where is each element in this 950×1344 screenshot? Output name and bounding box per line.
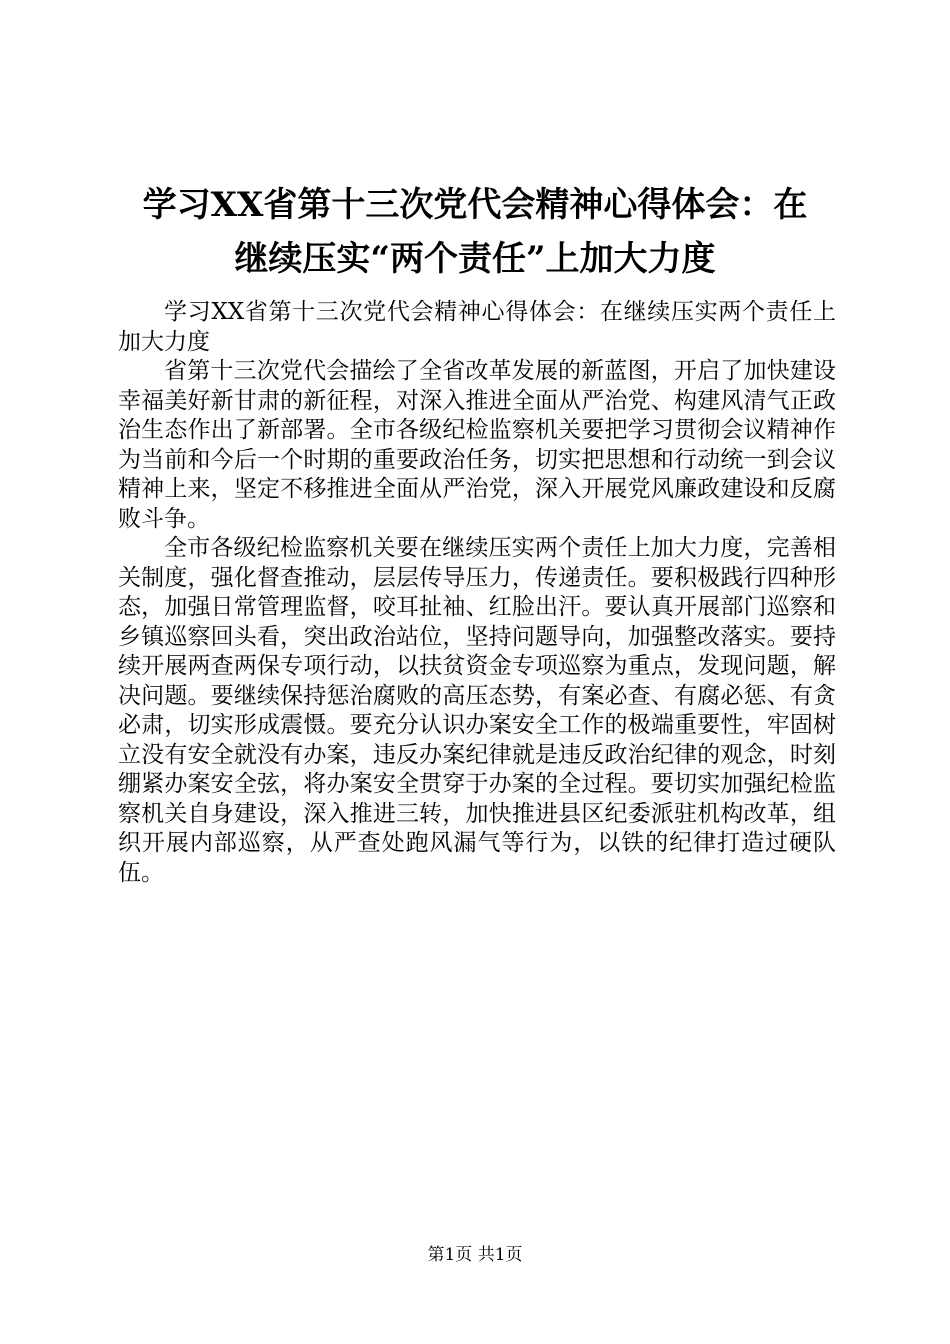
paragraph-subtitle: 学习XX省第十三次党代会精神心得体会：在继续压实两个责任上加大力度 (118, 299, 836, 355)
title-line-2: 继续压实“两个责任”上加大力度 (234, 239, 716, 279)
title-line-1: 学习XX省第十三次党代会精神心得体会：在 (142, 185, 808, 225)
paragraph-1: 省第十三次党代会描绘了全省改革发展的新蓝图，开启了加快建设幸福美好新甘肃的新征程，对深入推进全面从严治党、构建风清气正政治生态作出了新部署。全市各级纪检监察机关要把学习贯彻会议精神作为当前和今后一个时期的重要政治任务，切实把思想和行动统一到会议精神上来，坚定不移推进全面从严治党，深入开展党风廉政建设和反腐败斗争。 (118, 358, 836, 532)
page-footer: 第1页 共1页 (427, 1245, 523, 1265)
document-body (118, 298, 836, 888)
paragraph-2: 全市各级纪检监察机关要在继续压实两个责任上加大力度，完善相关制度，强化督查推动，层层传导压力，传递责任。要积极践行四种形态，加强日常管理监督，咬耳扯袖、红脸出汗。要认真开展部门巡察和乡镇巡察回头看，突出政治站位，坚持问题导向，加强整改落实。要持续开展两查两保专项行动，以扶贫资金专项巡察为重点，发现问题，解决问题。要继续保持惩治腐败的高压态势，有案必查、有腐必惩、有贪必肃，切实形成震慑。要充分认识办案安全工作的极端重要性，牢固树立没有安全就没有办案，违反办案纪律就是违反政治纪律的观念，时刻绷紧办案安全弦，将办案安全贯穿于办案的全过程。要切实加强纪检监察机关自身建设，深入推进三转，加快推进县区纪委派驻机构改革，组织开展内部巡察，从严查处跑风漏气等行为，以铁的纪律打造过硬队伍。 (118, 535, 836, 886)
document-title (110, 178, 840, 286)
